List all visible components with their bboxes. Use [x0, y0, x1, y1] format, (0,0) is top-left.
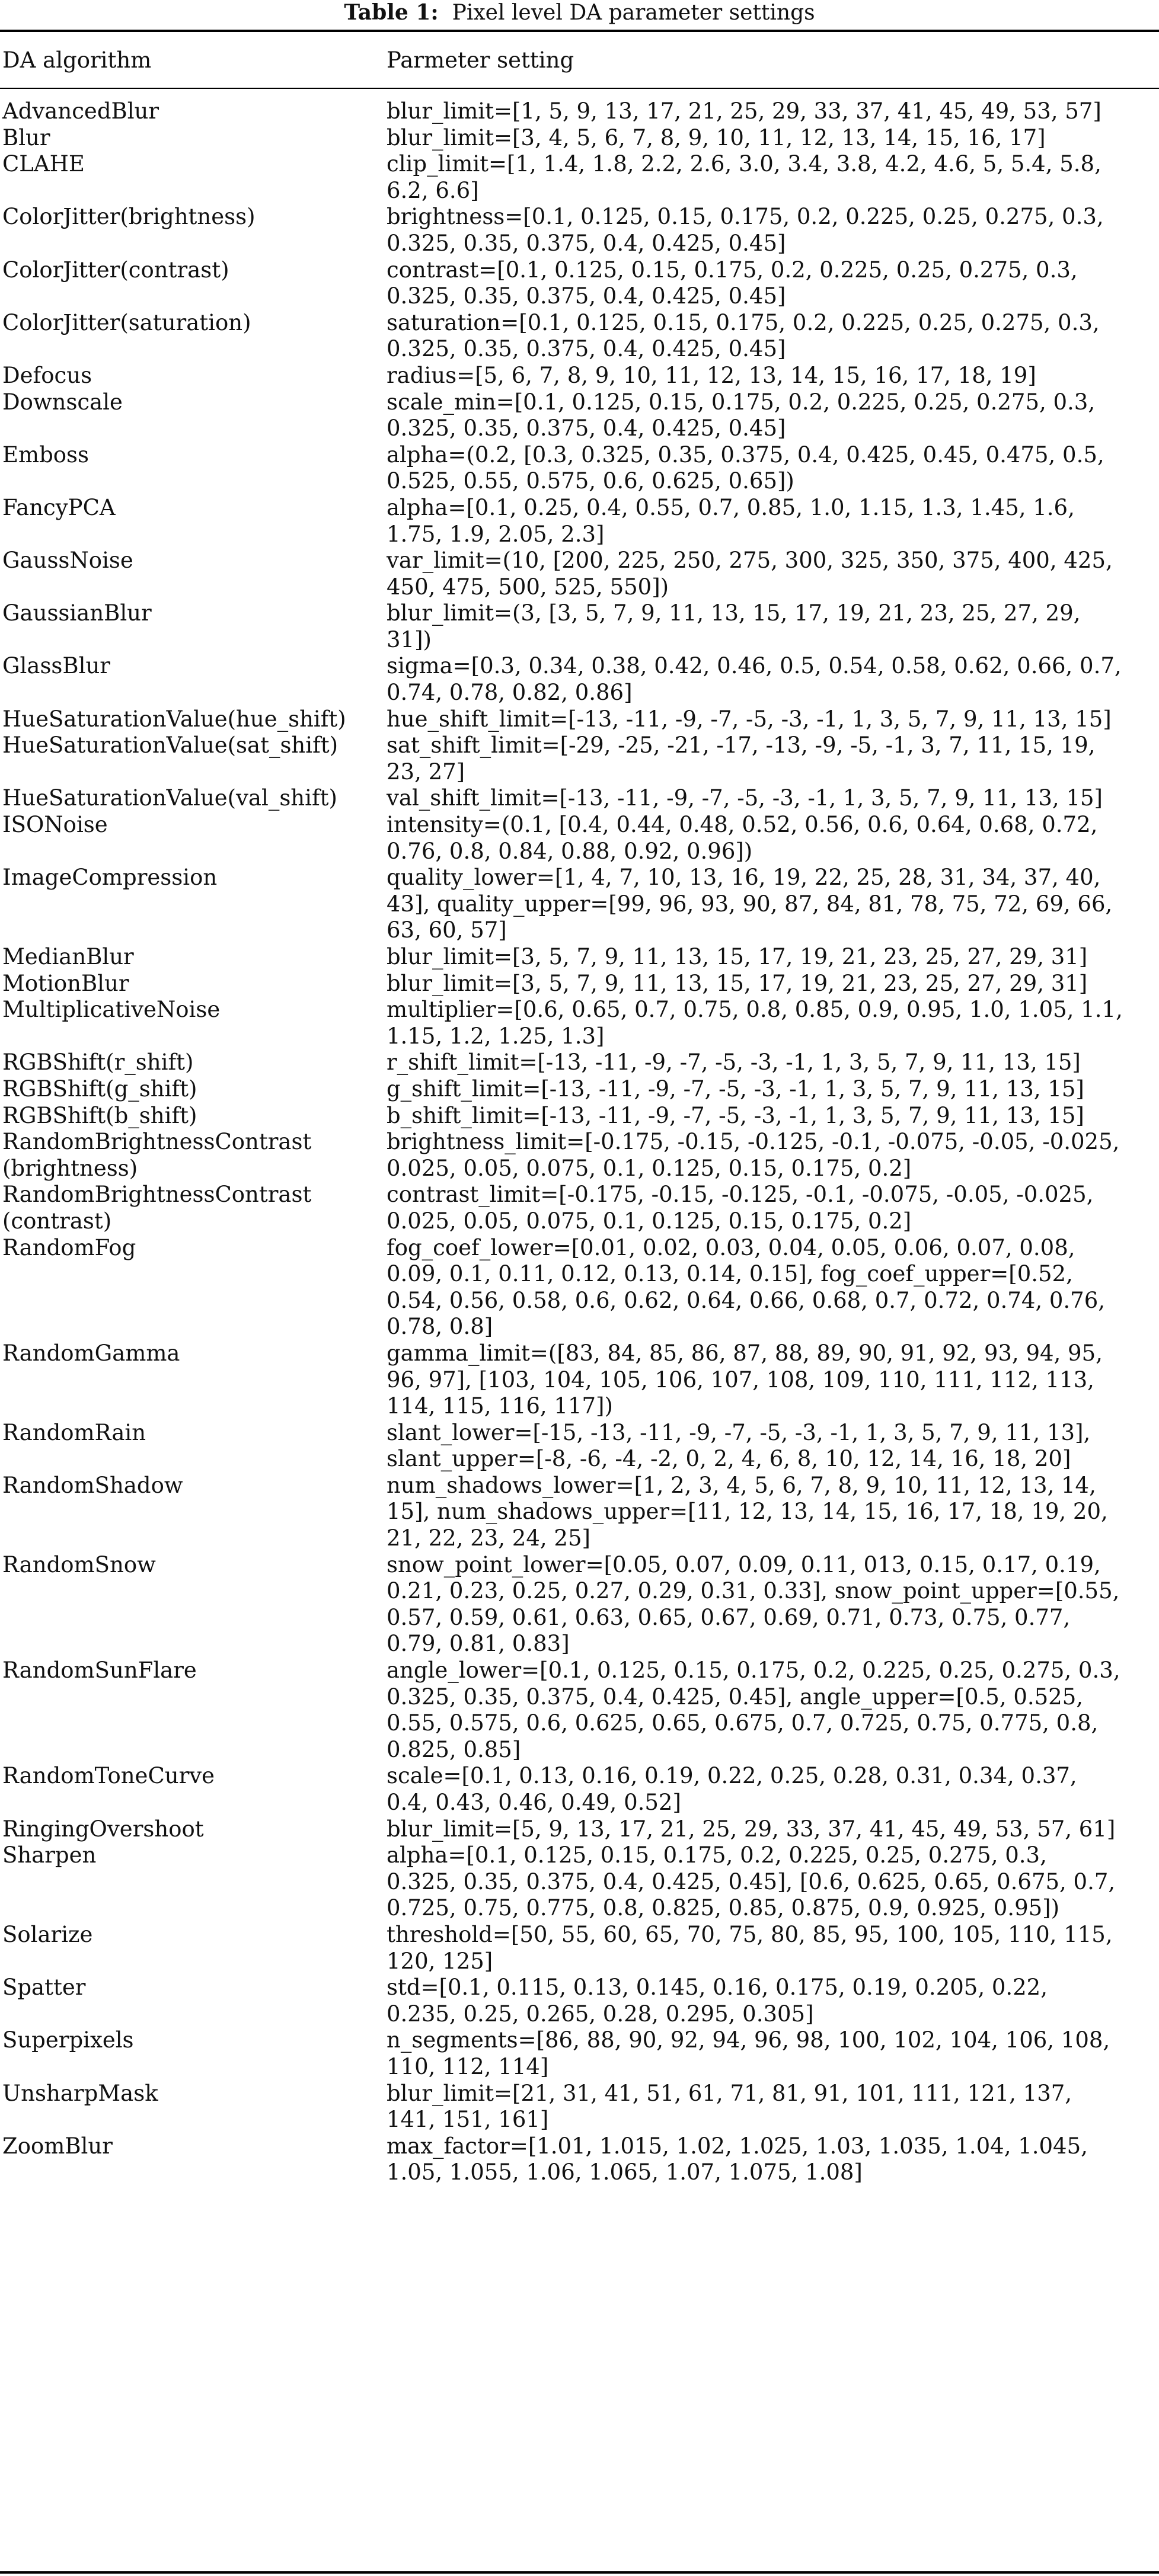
parameter-cell: contrast=[0.1, 0.125, 0.15, 0.175, 0.2, 0.225, 0.25, 0.275, 0.3, 0.325, 0.35, 0.375, 0.4, 0.425, 0.45] [387, 257, 1078, 309]
caption-label: Table 1: [344, 0, 439, 25]
parameter-cell: threshold=[50, 55, 60, 65, 70, 75, 80, 85, 95, 100, 105, 110, 115, 120, 125] [387, 1921, 1113, 1974]
parameter-cell: blur_limit=(3, [3, 5, 7, 9, 11, 13, 15, 17, 19, 21, 23, 25, 27, 29, 31]) [387, 600, 1081, 652]
table-row [0, 812, 1159, 865]
algorithm-cell: MultiplicativeNoise [2, 997, 221, 1023]
parameter-cell: intensity=(0.1, [0.4, 0.44, 0.48, 0.52, 0.56, 0.6, 0.64, 0.68, 0.72, 0.76, 0.8, 0.84, 0.88, 0.92, 0.96]) [387, 812, 1098, 864]
table-row [0, 1975, 1159, 2027]
header-algorithm: DA algorithm [2, 47, 152, 73]
table-row [0, 653, 1159, 706]
parameter-cell: blur_limit=[3, 5, 7, 9, 11, 13, 15, 17, 19, 21, 23, 25, 27, 29, 31] [387, 970, 1088, 996]
table-row [0, 1922, 1159, 1975]
table-row [0, 732, 1159, 785]
caption-title: Pixel level DA parameter settings [452, 1, 815, 25]
table-row [0, 363, 1159, 389]
algorithm-cell: HueSaturationValue(sat_shift) [2, 732, 339, 759]
algorithm-cell: HueSaturationValue(hue_shift) [2, 706, 346, 732]
algorithm-cell: RandomSnow [2, 1551, 156, 1577]
parameter-cell: blur_limit=[21, 31, 41, 51, 61, 71, 81, 91, 101, 111, 121, 137, 141, 151, 161] [387, 2080, 1072, 2133]
algorithm-cell: RandomShadow [2, 1472, 183, 1498]
algorithm-cell: GlassBlur [2, 653, 110, 679]
algorithm-cell: RingingOvershoot [2, 1816, 204, 1842]
algorithm-cell: RGBShift(g_shift) [2, 1076, 197, 1102]
algorithm-cell: ImageCompression [2, 865, 218, 891]
parameter-cell: scale_min=[0.1, 0.125, 0.15, 0.175, 0.2, 0.225, 0.25, 0.275, 0.3, 0.325, 0.35, 0.375, 0.4, 0.425, 0.45] [387, 389, 1096, 441]
algorithm-cell: RGBShift(b_shift) [2, 1102, 197, 1128]
table-row [0, 971, 1159, 997]
table-row [0, 1103, 1159, 1129]
algorithm-cell: UnsharpMask [2, 2080, 158, 2106]
table-row [0, 257, 1159, 310]
table-row [0, 151, 1159, 204]
parameter-cell: fog_coef_lower=[0.01, 0.02, 0.03, 0.04, 0.05, 0.06, 0.07, 0.08, 0.09, 0.1, 0.11, 0.12, 0.13, 0.14, 0.15], fog_coef_upper=[0.52, 0.54, 0.56, 0.58, 0.6, 0.62, 0.64, 0.66, 0.68, 0.7, 0.72, 0.74, 0.76, 0.78, 0.8] [387, 1234, 1106, 1340]
table-row [0, 1816, 1159, 1843]
algorithm-cell: GaussianBlur [2, 600, 152, 626]
parameter-cell: quality_lower=[1, 4, 7, 10, 13, 16, 19, 22, 25, 28, 31, 34, 37, 40, 43], quality_upper=[99, 96, 93, 90, 87, 84, 81, 78, 75, 72, 69, 66, 63, 60, 57] [387, 865, 1113, 943]
parameter-cell: brightness=[0.1, 0.125, 0.15, 0.175, 0.2, 0.225, 0.25, 0.275, 0.3, 0.325, 0.35, 0.375, 0.4, 0.425, 0.45] [387, 204, 1104, 256]
table-header [0, 32, 1159, 88]
table-row [0, 1420, 1159, 1473]
algorithm-cell: CLAHE [2, 151, 85, 177]
parameter-cell: scale=[0.1, 0.13, 0.16, 0.19, 0.22, 0.25, 0.28, 0.31, 0.34, 0.37, 0.4, 0.43, 0.46, 0.49, 0.52] [387, 1763, 1077, 1815]
parameter-cell: blur_limit=[1, 5, 9, 13, 17, 21, 25, 29, 33, 37, 41, 45, 49, 53, 57] [387, 98, 1101, 124]
algorithm-cell: Defocus [2, 362, 92, 388]
parameter-cell: r_shift_limit=[-13, -11, -9, -7, -5, -3, -1, 1, 3, 5, 7, 9, 11, 13, 15] [387, 1049, 1081, 1076]
table-row [0, 997, 1159, 1049]
algorithm-cell: AdvancedBlur [2, 98, 159, 124]
parameter-cell: val_shift_limit=[-13, -11, -9, -7, -5, -3, -1, 1, 3, 5, 7, 9, 11, 13, 15] [387, 785, 1103, 811]
algorithm-cell: ISONoise [2, 812, 108, 838]
table-row [0, 2027, 1159, 2080]
algorithm-cell: MotionBlur [2, 970, 129, 996]
parameter-cell: alpha=[0.1, 0.25, 0.4, 0.55, 0.7, 0.85, 1.0, 1.15, 1.3, 1.45, 1.6, 1.75, 1.9, 2.05, 2.3] [387, 494, 1075, 547]
algorithm-cell: HueSaturationValue(val_shift) [2, 785, 337, 811]
parameter-cell: max_factor=[1.01, 1.015, 1.02, 1.025, 1.03, 1.035, 1.04, 1.045, 1.05, 1.055, 1.06, 1.065, 1.07, 1.075, 1.08] [387, 2133, 1088, 2185]
table-row [0, 442, 1159, 495]
algorithm-cell: RandomFog [2, 1234, 136, 1260]
table-row [0, 495, 1159, 548]
table-row [0, 1842, 1159, 1922]
table-row [0, 944, 1159, 971]
table-body [0, 98, 1159, 2186]
algorithm-cell: GaussNoise [2, 548, 133, 574]
algorithm-cell: RandomRain [2, 1419, 146, 1445]
parameter-cell: alpha=(0.2, [0.3, 0.325, 0.35, 0.375, 0.4, 0.425, 0.45, 0.475, 0.5, 0.525, 0.55, 0.575, 0.6, 0.625, 0.65]) [387, 441, 1104, 494]
table-row [0, 204, 1159, 257]
table-row [0, 1049, 1159, 1076]
parameter-cell: radius=[5, 6, 7, 8, 9, 10, 11, 12, 13, 14, 15, 16, 17, 18, 19] [387, 362, 1036, 388]
algorithm-cell: ZoomBlur [2, 2133, 113, 2159]
algorithm-cell: ColorJitter(contrast) [2, 257, 229, 283]
parameter-cell: sat_shift_limit=[-29, -25, -21, -17, -13, -9, -5, -1, 3, 7, 11, 15, 19, 23, 27] [387, 732, 1096, 785]
table-row [0, 125, 1159, 152]
algorithm-cell: Emboss [2, 441, 90, 468]
table-row [0, 865, 1159, 944]
parameter-cell: num_shadows_lower=[1, 2, 3, 4, 5, 6, 7, 8, 9, 10, 11, 12, 13, 14, 15], num_shadows_upper=[11, 12, 13, 14, 15, 16, 17, 18, 19, 20, 21, 22, 23, 24, 25] [387, 1472, 1108, 1551]
algorithm-cell: RandomSunFlare [2, 1657, 197, 1684]
table-caption [0, 0, 1159, 27]
algorithm-cell: RandomBrightnessContrast (brightness) [2, 1129, 312, 1181]
parameter-cell: b_shift_limit=[-13, -11, -9, -7, -5, -3, -1, 1, 3, 5, 7, 9, 11, 13, 15] [387, 1102, 1084, 1128]
table-row [0, 2081, 1159, 2133]
algorithm-cell: Blur [2, 124, 50, 151]
table-row [0, 1076, 1159, 1103]
parameter-cell: hue_shift_limit=[-13, -11, -9, -7, -5, -3, -1, 1, 3, 5, 7, 9, 11, 13, 15] [387, 706, 1112, 732]
parameter-cell: var_limit=(10, [200, 225, 250, 275, 300, 325, 350, 375, 400, 425, 450, 475, 500, 525, 550]) [387, 548, 1113, 600]
algorithm-cell: Superpixels [2, 2027, 134, 2053]
table-row [0, 1182, 1159, 1234]
parameter-cell: g_shift_limit=[-13, -11, -9, -7, -5, -3, -1, 1, 3, 5, 7, 9, 11, 13, 15] [387, 1076, 1084, 1102]
bottom-rule [0, 2571, 1159, 2574]
table-row [0, 1552, 1159, 1657]
header-parameter: Parmeter setting [387, 47, 574, 73]
table-row [0, 1340, 1159, 1420]
table-row [0, 1129, 1159, 1182]
algorithm-cell: ColorJitter(brightness) [2, 204, 256, 230]
parameter-cell: snow_point_lower=[0.05, 0.07, 0.09, 0.11, 013, 0.15, 0.17, 0.19, 0.21, 0.23, 0.25, 0.27, 0.29, 0.31, 0.33], snow_point_upper=[0.55, 0.57, 0.59, 0.61, 0.63, 0.65, 0.67, 0.69, 0.71, 0.73, 0.75, 0.77, 0.79, 0.81, 0.83] [387, 1551, 1120, 1657]
algorithm-cell: Sharpen [2, 1842, 97, 1868]
table-row [0, 310, 1159, 363]
table-row [0, 1763, 1159, 1816]
table-row [0, 1235, 1159, 1340]
table-row [0, 98, 1159, 125]
table-row [0, 548, 1159, 600]
parameter-cell: gamma_limit=([83, 84, 85, 86, 87, 88, 89, 90, 91, 92, 93, 94, 95, 96, 97], [103, 104, 105, 106, 107, 108, 109, 110, 111, 112, 113, 114, 115, 116, 117]) [387, 1340, 1103, 1419]
parameter-cell: brightness_limit=[-0.175, -0.15, -0.125, -0.1, -0.075, -0.05, -0.025, 0.025, 0.05, 0.075, 0.1, 0.125, 0.15, 0.175, 0.2] [387, 1129, 1120, 1181]
algorithm-cell: RandomToneCurve [2, 1763, 215, 1789]
parameter-cell: n_segments=[86, 88, 90, 92, 94, 96, 98, 100, 102, 104, 106, 108, 110, 112, 114] [387, 2027, 1110, 2079]
algorithm-cell: Downscale [2, 389, 123, 415]
parameter-cell: contrast_limit=[-0.175, -0.15, -0.125, -0.1, -0.075, -0.05, -0.025, 0.025, 0.05, 0.075, 0.1, 0.125, 0.15, 0.175, 0.2] [387, 1182, 1094, 1234]
algorithm-cell: RandomGamma [2, 1340, 180, 1366]
algorithm-cell: Solarize [2, 1921, 93, 1947]
table-row [0, 706, 1159, 733]
table-row [0, 389, 1159, 442]
algorithm-cell: RandomBrightnessContrast (contrast) [2, 1182, 312, 1234]
table-row [0, 1473, 1159, 1552]
parameter-cell: std=[0.1, 0.115, 0.13, 0.145, 0.16, 0.175, 0.19, 0.205, 0.22, 0.235, 0.25, 0.265, 0.28, 0.295, 0.305] [387, 1975, 1048, 2027]
algorithm-cell: FancyPCA [2, 494, 116, 520]
algorithm-cell: MedianBlur [2, 944, 134, 969]
parameter-cell: blur_limit=[3, 4, 5, 6, 7, 8, 9, 10, 11, 12, 13, 14, 15, 16, 17] [387, 124, 1046, 151]
parameter-cell: sigma=[0.3, 0.34, 0.38, 0.42, 0.46, 0.5, 0.54, 0.58, 0.62, 0.66, 0.7, 0.74, 0.78, 0.82, 0.86] [387, 653, 1122, 706]
table-row [0, 1657, 1159, 1763]
algorithm-cell: Spatter [2, 1975, 86, 2001]
parameter-cell: saturation=[0.1, 0.125, 0.15, 0.175, 0.2, 0.225, 0.25, 0.275, 0.3, 0.325, 0.35, 0.375, 0.4, 0.425, 0.45] [387, 309, 1100, 362]
parameter-cell: slant_lower=[-15, -13, -11, -9, -7, -5, -3, -1, 1, 3, 5, 7, 9, 11, 13], slant_upper=[-8, -6, -4, -2, 0, 2, 4, 6, 8, 10, 12, 14, 16, 18, 20] [387, 1419, 1091, 1472]
parameter-cell: blur_limit=[5, 9, 13, 17, 21, 25, 29, 33, 37, 41, 45, 49, 53, 57, 61] [387, 1816, 1116, 1842]
parameter-cell: alpha=[0.1, 0.125, 0.15, 0.175, 0.2, 0.225, 0.25, 0.275, 0.3, 0.325, 0.35, 0.375, 0.4, 0.425, 0.45], [0.6, 0.625, 0.65, 0.675, 0.7, 0.725, 0.75, 0.775, 0.8, 0.825, 0.85, 0.875, 0.9, 0.925, 0.95]) [387, 1842, 1116, 1921]
header-rule [0, 88, 1159, 89]
parameter-cell: multiplier=[0.6, 0.65, 0.7, 0.75, 0.8, 0.85, 0.9, 0.95, 1.0, 1.05, 1.1, 1.15, 1.2, 1.25, 1.3] [387, 997, 1123, 1049]
table-row [0, 600, 1159, 653]
algorithm-cell: RGBShift(r_shift) [2, 1049, 194, 1076]
table-row [0, 785, 1159, 812]
table-row [0, 2133, 1159, 2186]
parameter-cell: clip_limit=[1, 1.4, 1.8, 2.2, 2.6, 3.0, 3.4, 3.8, 4.2, 4.6, 5, 5.4, 5.8, 6.2, 6.6] [387, 151, 1101, 203]
parameter-cell: angle_lower=[0.1, 0.125, 0.15, 0.175, 0.2, 0.225, 0.25, 0.275, 0.3, 0.325, 0.35, 0.375, 0.4, 0.425, 0.45], angle_upper=[0.5, 0.525, 0.55, 0.575, 0.6, 0.625, 0.65, 0.675, 0.7, 0.725, 0.75, 0.775, 0.8, 0.825, 0.85] [387, 1657, 1120, 1762]
algorithm-cell: ColorJitter(saturation) [2, 309, 251, 335]
parameter-cell: blur_limit=[3, 5, 7, 9, 11, 13, 15, 17, 19, 21, 23, 25, 27, 29, 31] [387, 944, 1088, 969]
